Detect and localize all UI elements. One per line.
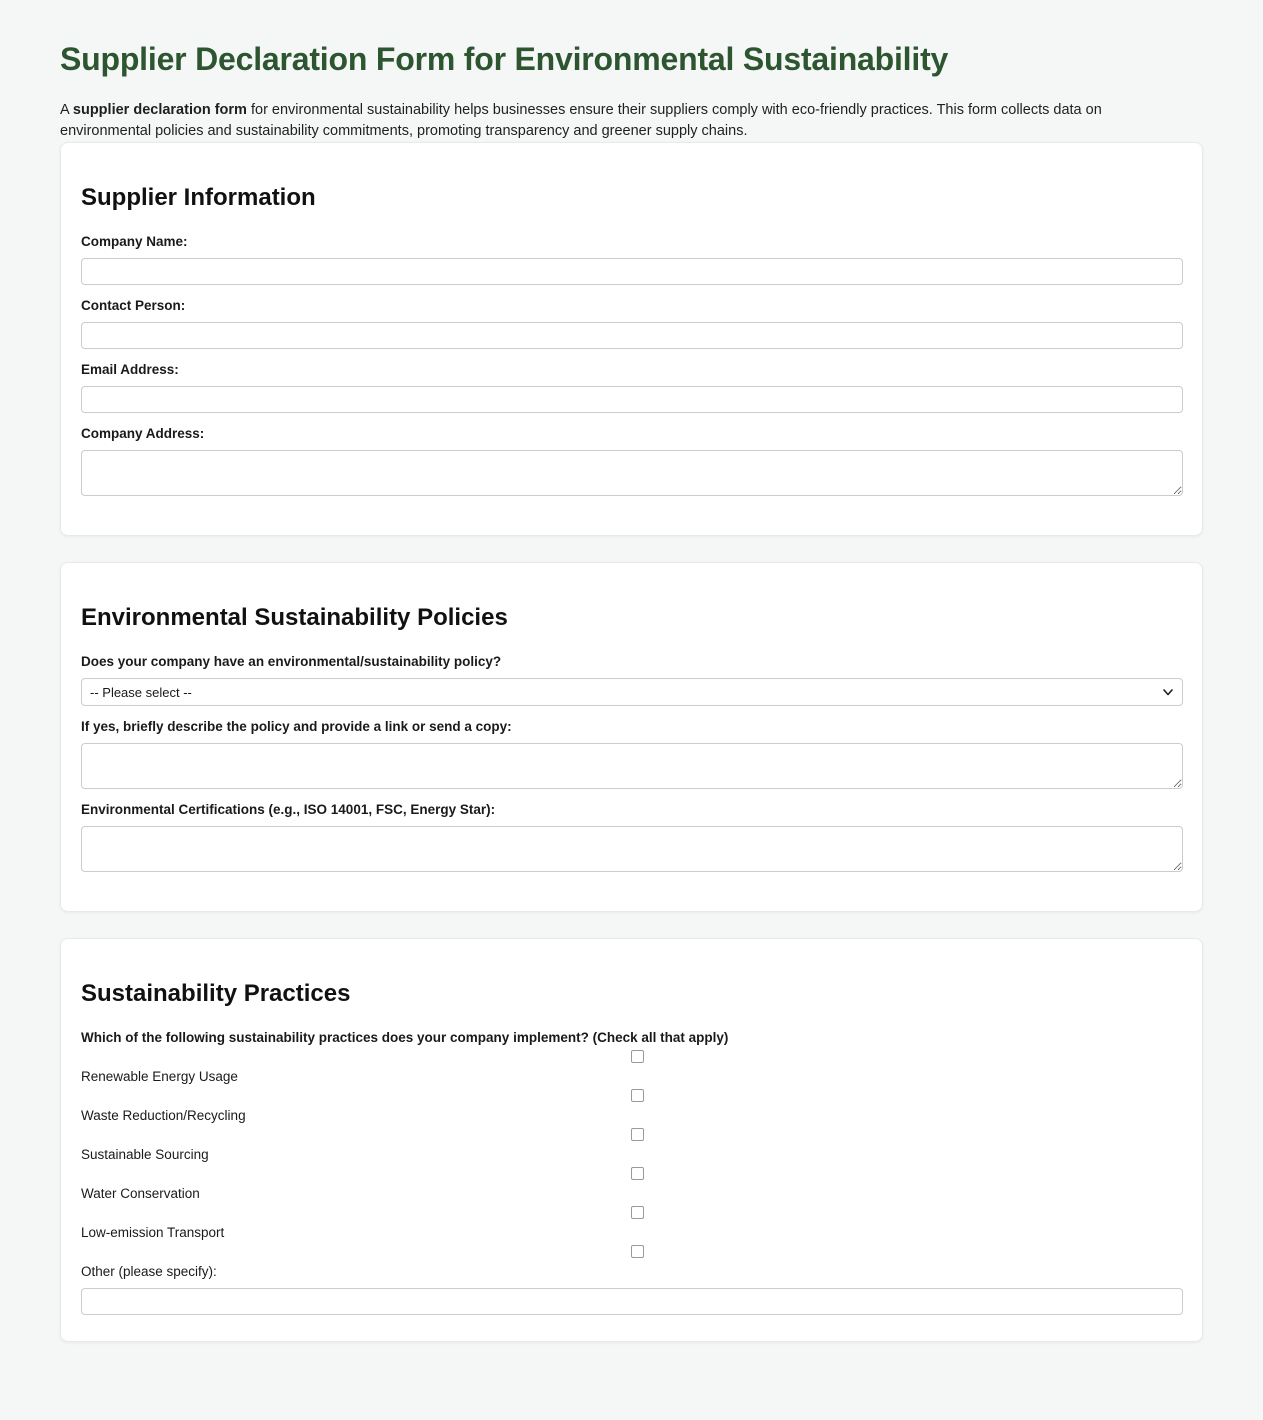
practice-label: Low-emission Transport [81, 1225, 225, 1240]
practice-label: Waste Reduction/Recycling [81, 1108, 246, 1123]
intro-paragraph [60, 100, 1195, 142]
policy-description-label: If yes, briefly describe the policy and provide a link or send a copy: [81, 719, 512, 734]
supplier-information-card [60, 142, 1203, 536]
supplier-information-heading: Supplier Information [81, 184, 316, 211]
policy-question-group [81, 654, 1182, 706]
company-name-label: Company Name: [81, 234, 188, 249]
practice-label: Renewable Energy Usage [81, 1069, 238, 1084]
environmental-policies-card [60, 562, 1203, 912]
company-address-label: Company Address: [81, 426, 205, 441]
policy-select[interactable] [81, 678, 1183, 706]
practice-checkbox-water-conservation[interactable] [631, 1167, 644, 1180]
intro-lead: A [60, 102, 73, 118]
contact-person-label: Contact Person: [81, 298, 186, 313]
email-address-label: Email Address: [81, 362, 179, 377]
practice-checkbox-other[interactable] [631, 1245, 644, 1258]
sustainability-practices-heading: Sustainability Practices [81, 980, 351, 1007]
practice-checkbox-low-emission-transport[interactable] [631, 1206, 644, 1219]
practice-row [81, 1050, 1182, 1089]
sustainability-practices-card [60, 938, 1203, 1342]
email-address-input[interactable] [81, 386, 1183, 413]
company-address-textarea[interactable] [81, 450, 1183, 496]
company-name-field-group [81, 234, 1182, 285]
policy-question-label: Does your company have an environmental/sustainability policy? [81, 654, 502, 669]
practice-checkbox-waste-reduction-recycling[interactable] [631, 1089, 644, 1102]
policy-description-textarea[interactable] [81, 743, 1183, 789]
other-specify-group [81, 1288, 1182, 1315]
page-title: Supplier Declaration Form for Environmental Sustainability [60, 41, 949, 77]
certifications-group [81, 802, 1182, 872]
practices-checkbox-list [81, 1050, 1182, 1315]
company-address-field-group [81, 426, 1182, 496]
contact-person-input[interactable] [81, 322, 1183, 349]
other-specify-input[interactable] [81, 1288, 1183, 1315]
practice-row [81, 1167, 1182, 1206]
environmental-policies-heading: Environmental Sustainability Policies [81, 604, 508, 631]
practice-row-other [81, 1245, 1182, 1284]
contact-person-field-group [81, 298, 1182, 349]
practice-label-other: Other (please specify): [81, 1264, 217, 1279]
certifications-textarea[interactable] [81, 826, 1183, 872]
company-name-input[interactable] [81, 258, 1183, 285]
practice-checkbox-renewable-energy-usage[interactable] [631, 1050, 644, 1063]
policy-description-group [81, 719, 1182, 789]
intro-rest: for environmental sustainability helps businesses ensure their suppliers comply with eco-friendly practices. This form collects data on environmental policies and sustainability commitments, promoting transparency and greener supply chains. [60, 102, 1102, 139]
practice-row [81, 1206, 1182, 1245]
email-address-field-group [81, 362, 1182, 413]
certifications-label: Environmental Certifications (e.g., ISO 14001, FSC, Energy Star): [81, 802, 496, 817]
intro-bold-term: supplier declaration form [72, 102, 247, 118]
practice-label: Water Conservation [81, 1186, 200, 1201]
practice-row [81, 1089, 1182, 1128]
practice-checkbox-sustainable-sourcing[interactable] [631, 1128, 644, 1141]
practices-question-label: Which of the following sustainability practices does your company implement? (Check all that apply) [81, 1030, 729, 1045]
practice-row [81, 1128, 1182, 1167]
page-header [0, 0, 1263, 142]
practice-label: Sustainable Sourcing [81, 1147, 209, 1162]
